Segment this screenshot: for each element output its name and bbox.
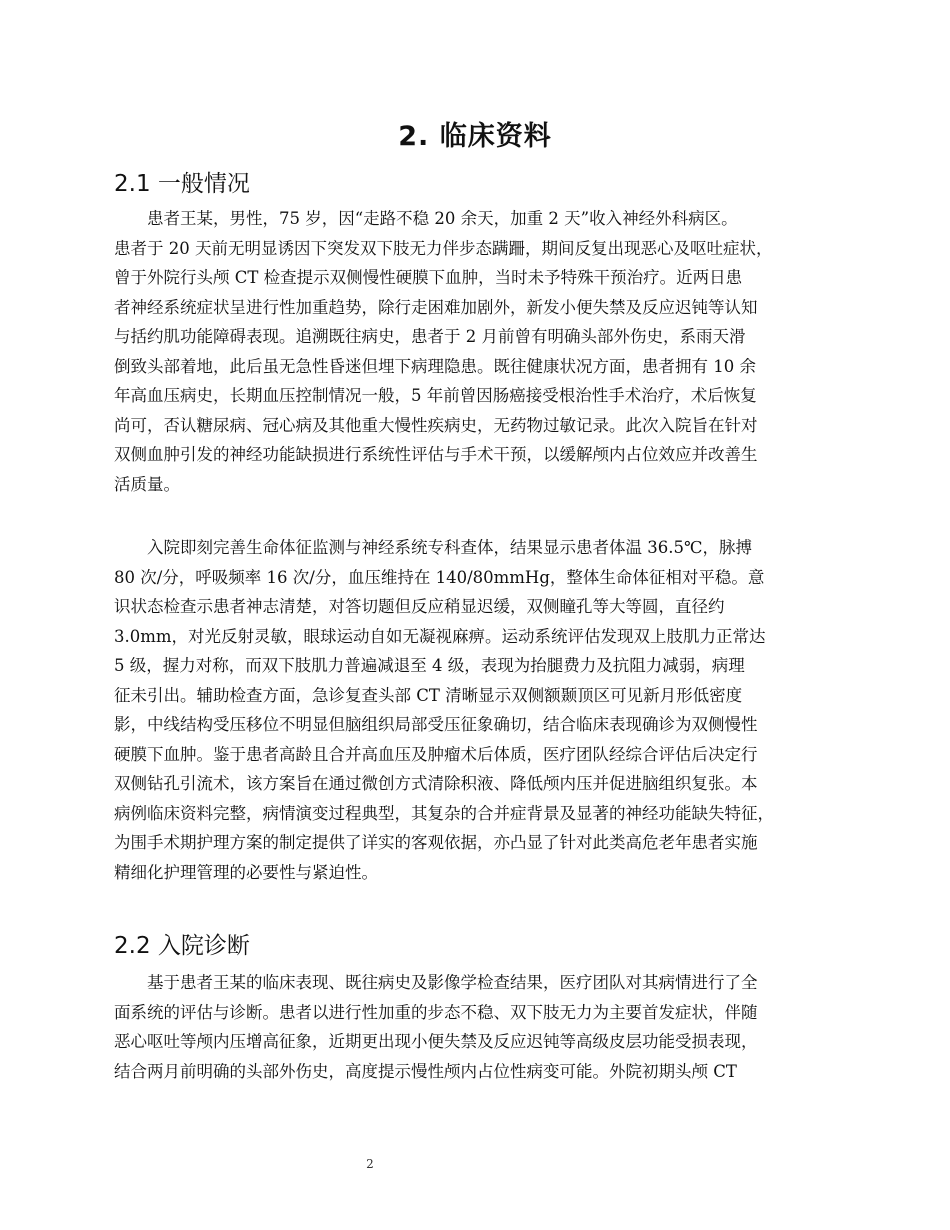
section-heading-diagnosis: 2.2 入院诊断 — [114, 933, 250, 959]
paragraph-general-history — [114, 204, 844, 499]
page-number: 2 — [366, 1157, 374, 1171]
text-line: 80 次/分，呼吸频率 16 次/分，血压维持在 140/80mmHg，整体生命体征相对平稳。意 — [114, 567, 765, 587]
text-line: 硬膜下血肿。鉴于患者高龄且合并高血压及肿瘤术后体质，医疗团队经综合评估后决定行 — [114, 744, 758, 764]
text-line: 年高血压病史，长期血压控制情况一般，5 年前曾因肠癌接受根治性手术治疗，术后恢复 — [114, 386, 757, 405]
text-line: 与括约肌功能障碍表现。追溯既往病史，患者于 2 月前曾有明确头部外伤史，系雨天滑 — [114, 327, 746, 346]
text-line: 面系统的评估与诊断。患者以进行性加重的步态不稳、双下肢无力为主要首发症状，伴随 — [114, 1002, 758, 1022]
text-line: 5 级，握力对称，而双下肢肌力普遍减退至 4 级，表现为抬腿费力及抗阻力减弱，病理 — [114, 656, 745, 675]
text-line: 尚可，否认糖尿病、冠心病及其他重大慢性疾病史，无药物过敏记录。此次入院旨在针对 — [114, 415, 758, 435]
text-line: 双侧钻孔引流术，该方案旨在通过微创方式清除积液、降低颅内压并促进脑组织复张。本 — [114, 774, 758, 793]
text-line: 3.0mm，对光反射灵敏，眼球运动自如无凝视麻痹。运动系统评估发现双上肢肌力正常达 — [114, 626, 766, 646]
section-heading-general: 2.1 一般情况 — [114, 171, 250, 197]
text-line: 曾于外院行头颅 CT 检查提示双侧慢性硬膜下血肿，当时未予特殊干预治疗。近两日患 — [114, 268, 743, 287]
text-line: 倒致头部着地，此后虽无急性昏迷但埋下病理隐患。既往健康状况方面，患者拥有 10 余 — [114, 356, 756, 376]
chapter-title: 2. 临床资料 — [398, 121, 552, 152]
paragraph-diagnosis — [114, 968, 844, 1086]
text-line: 恶心呕吐等颅内压增高征象，近期更出现小便失禁及反应迟钝等高级皮层功能受损表现， — [114, 1032, 758, 1051]
text-line: 病例临床资料完整，病情演变过程典型，其复杂的合并症背景及显著的神经功能缺失特征， — [114, 803, 774, 823]
text-line: 入院即刻完善生命体征监测与神经系统专科查体，结果显示患者体温 36.5℃，脉搏 — [114, 538, 752, 557]
text-line: 识状态检查示患者神志清楚，对答切题但反应稍显迟缓，双侧瞳孔等大等圆，直径约 — [114, 597, 725, 616]
text-line: 双侧血肿引发的神经功能缺损进行系统性评估与手术干预，以缓解颅内占位效应并改善生 — [114, 445, 758, 464]
text-line: 基于患者王某的临床表现、既往病史及影像学检查结果，医疗团队对其病情进行了全 — [114, 973, 758, 992]
text-line: 为围手术期护理方案的制定提供了详实的客观依据，亦凸显了针对此类高危老年患者实施 — [114, 833, 758, 852]
text-line: 精细化护理管理的必要性与紧迫性。 — [114, 862, 378, 882]
text-line: 患者于 20 天前无明显诱因下突发双下肢无力伴步态蹒跚，期间反复出现恶心及呕吐症状， — [114, 238, 773, 258]
text-line: 征未引出。辅助检查方面，急诊复查头部 CT 清晰显示双侧额颞顶区可见新月形低密度 — [114, 685, 743, 705]
paragraph-physical-exam — [114, 533, 844, 887]
text-line: 患者王某，男性，75 岁，因“走路不稳 20 余天，加重 2 天”收入神经外科病区。 — [114, 209, 738, 228]
text-line: 结合两月前明确的头部外伤史，高度提示慢性颅内占位性病变可能。外院初期头颅 CT — [114, 1061, 737, 1081]
text-line: 者神经系统症状呈进行性加重趋势，除行走困难加剧外，新发小便失禁及反应迟钝等认知 — [114, 297, 758, 317]
text-line: 活质量。 — [114, 474, 180, 494]
text-line: 影，中线结构受压移位不明显但脑组织局部受压征象确切，结合临床表现确诊为双侧慢性 — [114, 715, 758, 734]
